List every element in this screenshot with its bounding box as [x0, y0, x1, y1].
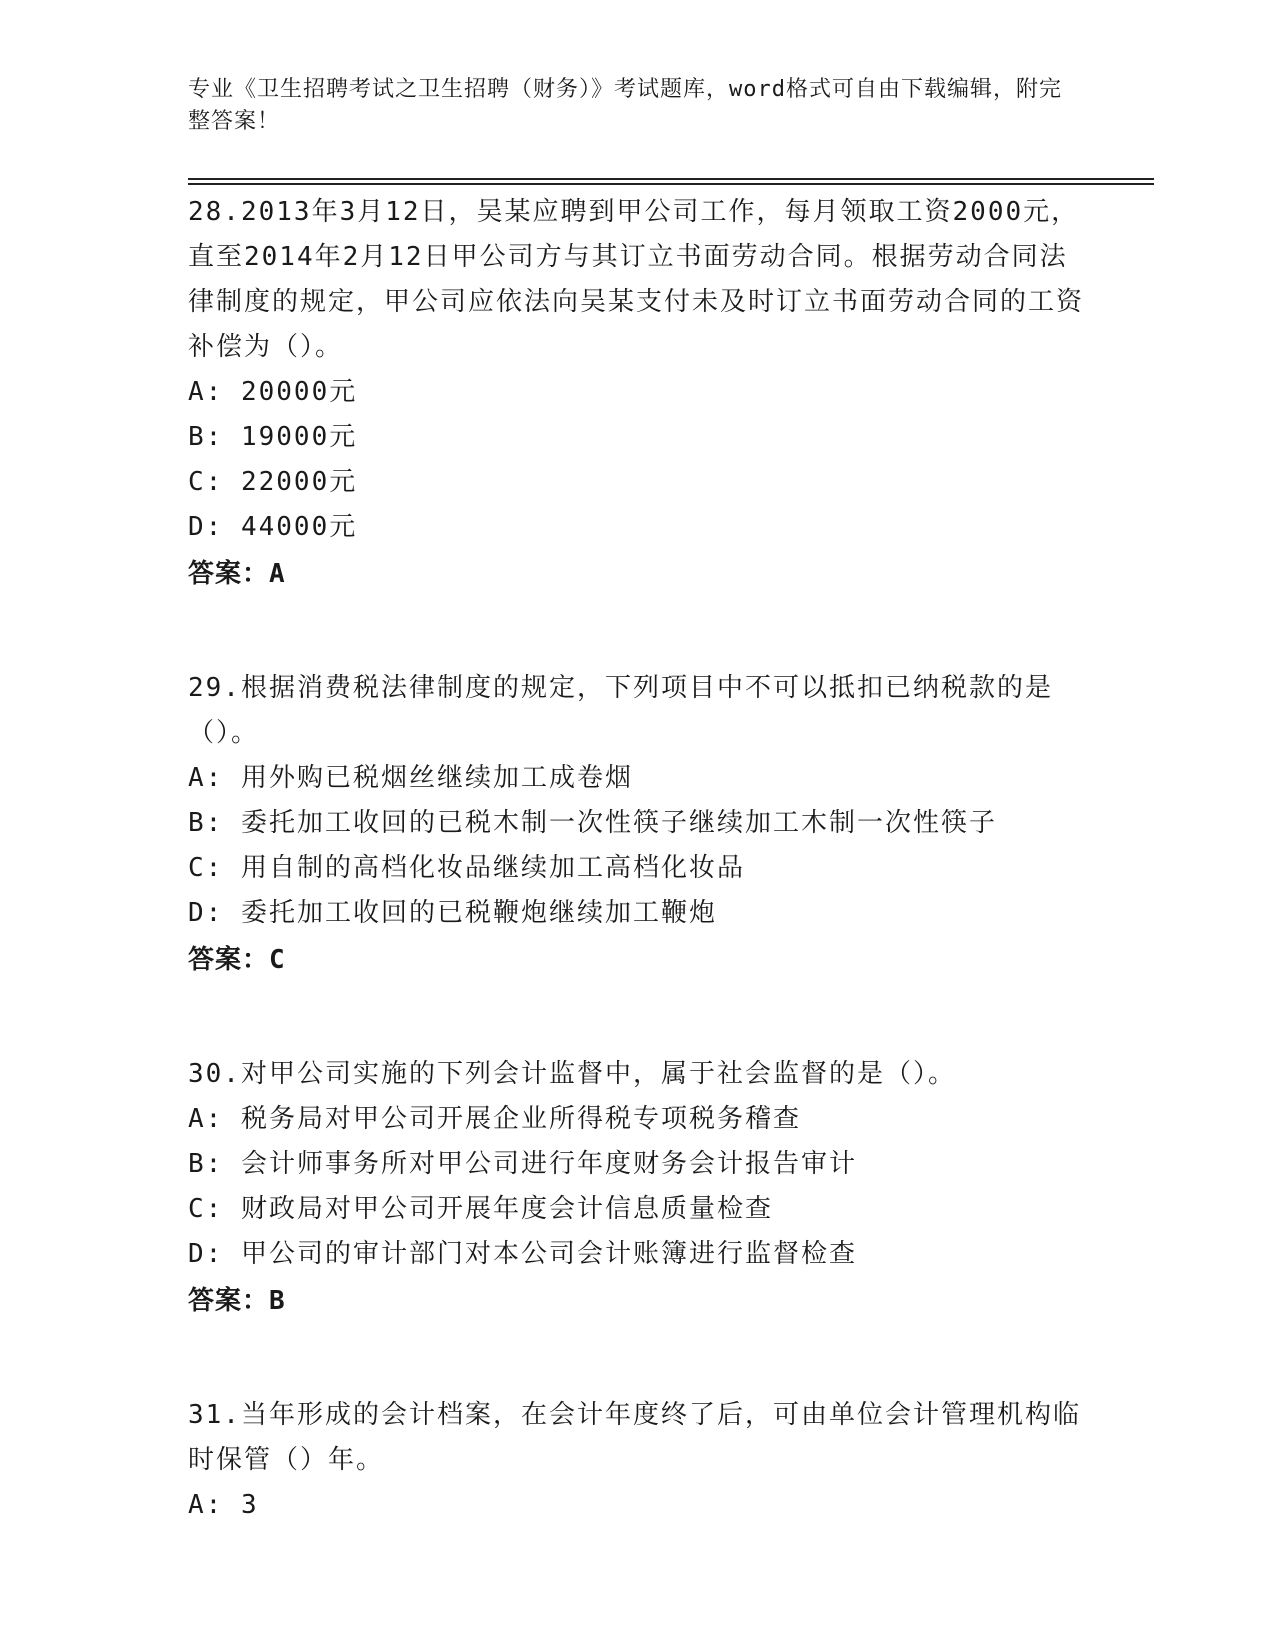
option-c: C: 22000元	[188, 467, 358, 497]
option-a: A: 20000元	[188, 377, 358, 407]
option-a: A: 3	[188, 1490, 259, 1520]
answer-line: 答案：C	[188, 945, 286, 975]
option-b: B: 会计师事务所对甲公司进行年度财务会计报告审计	[188, 1149, 857, 1179]
question-30	[188, 1052, 1088, 1325]
header-rule-top	[188, 178, 1154, 180]
option-c: C: 财政局对甲公司开展年度会计信息质量检查	[188, 1194, 773, 1224]
option-d: D: 委托加工收回的已税鞭炮继续加工鞭炮	[188, 898, 717, 928]
option-a: A: 用外购已税烟丝继续加工成卷烟	[188, 763, 633, 793]
header-rule-bottom	[188, 183, 1154, 185]
option-a: A: 税务局对甲公司开展企业所得税专项税务稽查	[188, 1104, 801, 1134]
question-29	[188, 666, 1088, 984]
option-b: B: 19000元	[188, 422, 358, 452]
question-list	[188, 190, 1088, 1596]
option-c: C: 用自制的高档化妆品继续加工高档化妆品	[188, 853, 745, 883]
option-d: D: 44000元	[188, 512, 358, 542]
question-stem: 30.对甲公司实施的下列会计监督中，属于社会监督的是（）。	[188, 1059, 956, 1089]
answer-line: 答案：B	[188, 1286, 286, 1316]
question-28	[188, 190, 1088, 598]
question-stem: 29.根据消费税法律制度的规定，下列项目中不可以抵扣已纳税款的是（）。	[188, 673, 1053, 748]
header-intro-text: 专业《卫生招聘考试之卫生招聘（财务）》考试题库，word格式可自由下载编辑，附完整答案！	[188, 77, 1062, 134]
question-31	[188, 1393, 1088, 1528]
option-b: B: 委托加工收回的已税木制一次性筷子继续加工木制一次性筷子	[188, 808, 997, 838]
document-header	[188, 74, 1078, 138]
option-d: D: 甲公司的审计部门对本公司会计账簿进行监督检查	[188, 1239, 857, 1269]
question-stem: 31.当年形成的会计档案，在会计年度终了后，可由单位会计管理机构临时保管（）年。	[188, 1400, 1081, 1475]
question-stem: 28.2013年3月12日，吴某应聘到甲公司工作，每月领取工资2000元，直至2014年2月12日甲公司方与其订立书面劳动合同。根据劳动合同法律制度的规定，甲公司应依法向吴某支付未及时订立书面劳动合同的工资补偿为（）。	[188, 197, 1085, 362]
answer-line: 答案：A	[188, 559, 286, 589]
